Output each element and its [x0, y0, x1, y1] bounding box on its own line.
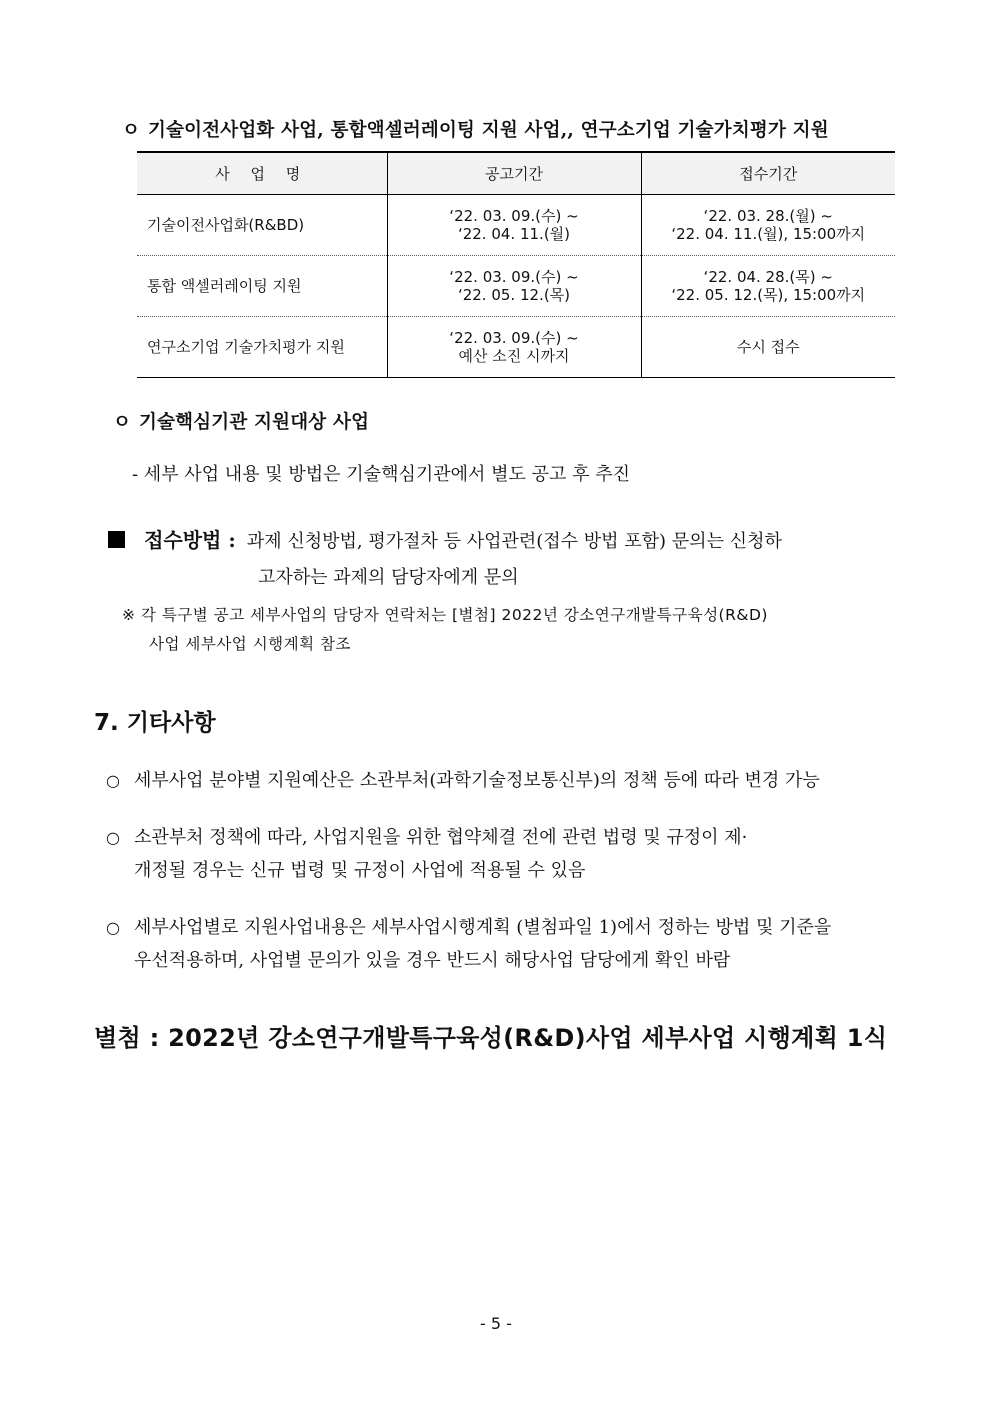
page-number: - 5 - [480, 1314, 512, 1333]
table-row [137, 194, 895, 255]
heading-text: 기술핵심기관 지원대상 사업 [139, 412, 370, 433]
section-heading-core-institution [113, 408, 369, 434]
receipt-period-cell: 수시 접수 [641, 316, 895, 377]
notice-period-cell: ‘22. 03. 09.(수) ~ ‘22. 05. 12.(목) [387, 255, 641, 316]
circle-marker-icon: ○ [106, 771, 120, 790]
program-name-cell: 연구소기업 기술가치평가 지원 [137, 316, 387, 377]
reception-text-line1: 과제 신청방법, 평가절차 등 사업관련(접수 방법 포함) 문의는 신청하 [246, 531, 782, 552]
program-name-cell: 통합 액셀러레이팅 지원 [137, 255, 387, 316]
header-receipt-period: 접수기간 [641, 152, 895, 194]
table-row [137, 255, 895, 316]
reception-method [108, 524, 782, 553]
receipt-period-cell: ‘22. 04. 28.(목) ~ ‘22. 05. 12.(목), 15:00까지 [641, 255, 895, 316]
attachment-title: 별첨 : 2022년 강소연구개발특구육성(R&D)사업 세부사업 시행계획 1식 [94, 1024, 888, 1052]
section-7-title: 7. 기타사항 [94, 710, 216, 736]
notice-period-cell: ‘22. 03. 09.(수) ~ 예산 소진 시까지 [387, 316, 641, 377]
list-item: ○ 소관부처 정책에 따라, 사업지원을 위한 협약체결 전에 관련 법령 및 규정이 제· [106, 827, 748, 848]
receipt-period-cell: ‘22. 03. 28.(월) ~ ‘22. 04. 11.(월), 15:00까지 [641, 194, 895, 255]
list-item: ○ 세부사업 분야별 지원예산은 소관부처(과학기술정보통신부)의 정책 등에 따라 변경 가능 [106, 770, 820, 791]
reception-text-line2: 고자하는 과제의 담당자에게 문의 [258, 567, 519, 588]
contact-note-line1: ※ 각 특구별 공고 세부사업의 담당자 연락처는 [별첨] 2022년 강소연구개발특구육성(R&D) [122, 606, 768, 624]
contact-note-line2: 사업 세부사업 시행계획 참조 [149, 635, 351, 653]
circle-bullet-icon: ㅇ [122, 120, 141, 141]
program-name-cell: 기술이전사업화(R&BD) [137, 194, 387, 255]
section-heading-tech-programs [122, 116, 829, 142]
header-program-name: 사 업 명 [137, 152, 387, 194]
list-item-continuation: 우선적용하며, 사업별 문의가 있을 경우 반드시 해당사업 담당에게 확인 바람 [134, 950, 731, 971]
program-schedule-table [137, 151, 895, 378]
square-bullet-icon [108, 531, 125, 548]
core-institution-detail: - 세부 사업 내용 및 방법은 기술핵심기관에서 별도 공고 후 추진 [132, 464, 630, 485]
circle-bullet-icon: ㅇ [113, 412, 132, 433]
heading-text: 기술이전사업화 사업, 통합액셀러레이팅 지원 사업,, 연구소기업 기술가치평가 지원 [148, 120, 829, 141]
list-item-continuation: 개정될 경우는 신규 법령 및 규정이 사업에 적용될 수 있음 [134, 860, 586, 881]
header-notice-period: 공고기간 [387, 152, 641, 194]
table-row [137, 316, 895, 377]
circle-marker-icon: ○ [106, 828, 120, 847]
reception-label: 접수방법 : [144, 528, 236, 552]
table-header-row [137, 152, 895, 194]
notice-period-cell: ‘22. 03. 09.(수) ~ ‘22. 04. 11.(월) [387, 194, 641, 255]
list-item: ○ 세부사업별로 지원사업내용은 세부사업시행계획 (별첨파일 1)에서 정하는 방법 및 기준을 [106, 917, 832, 938]
circle-marker-icon: ○ [106, 918, 120, 937]
